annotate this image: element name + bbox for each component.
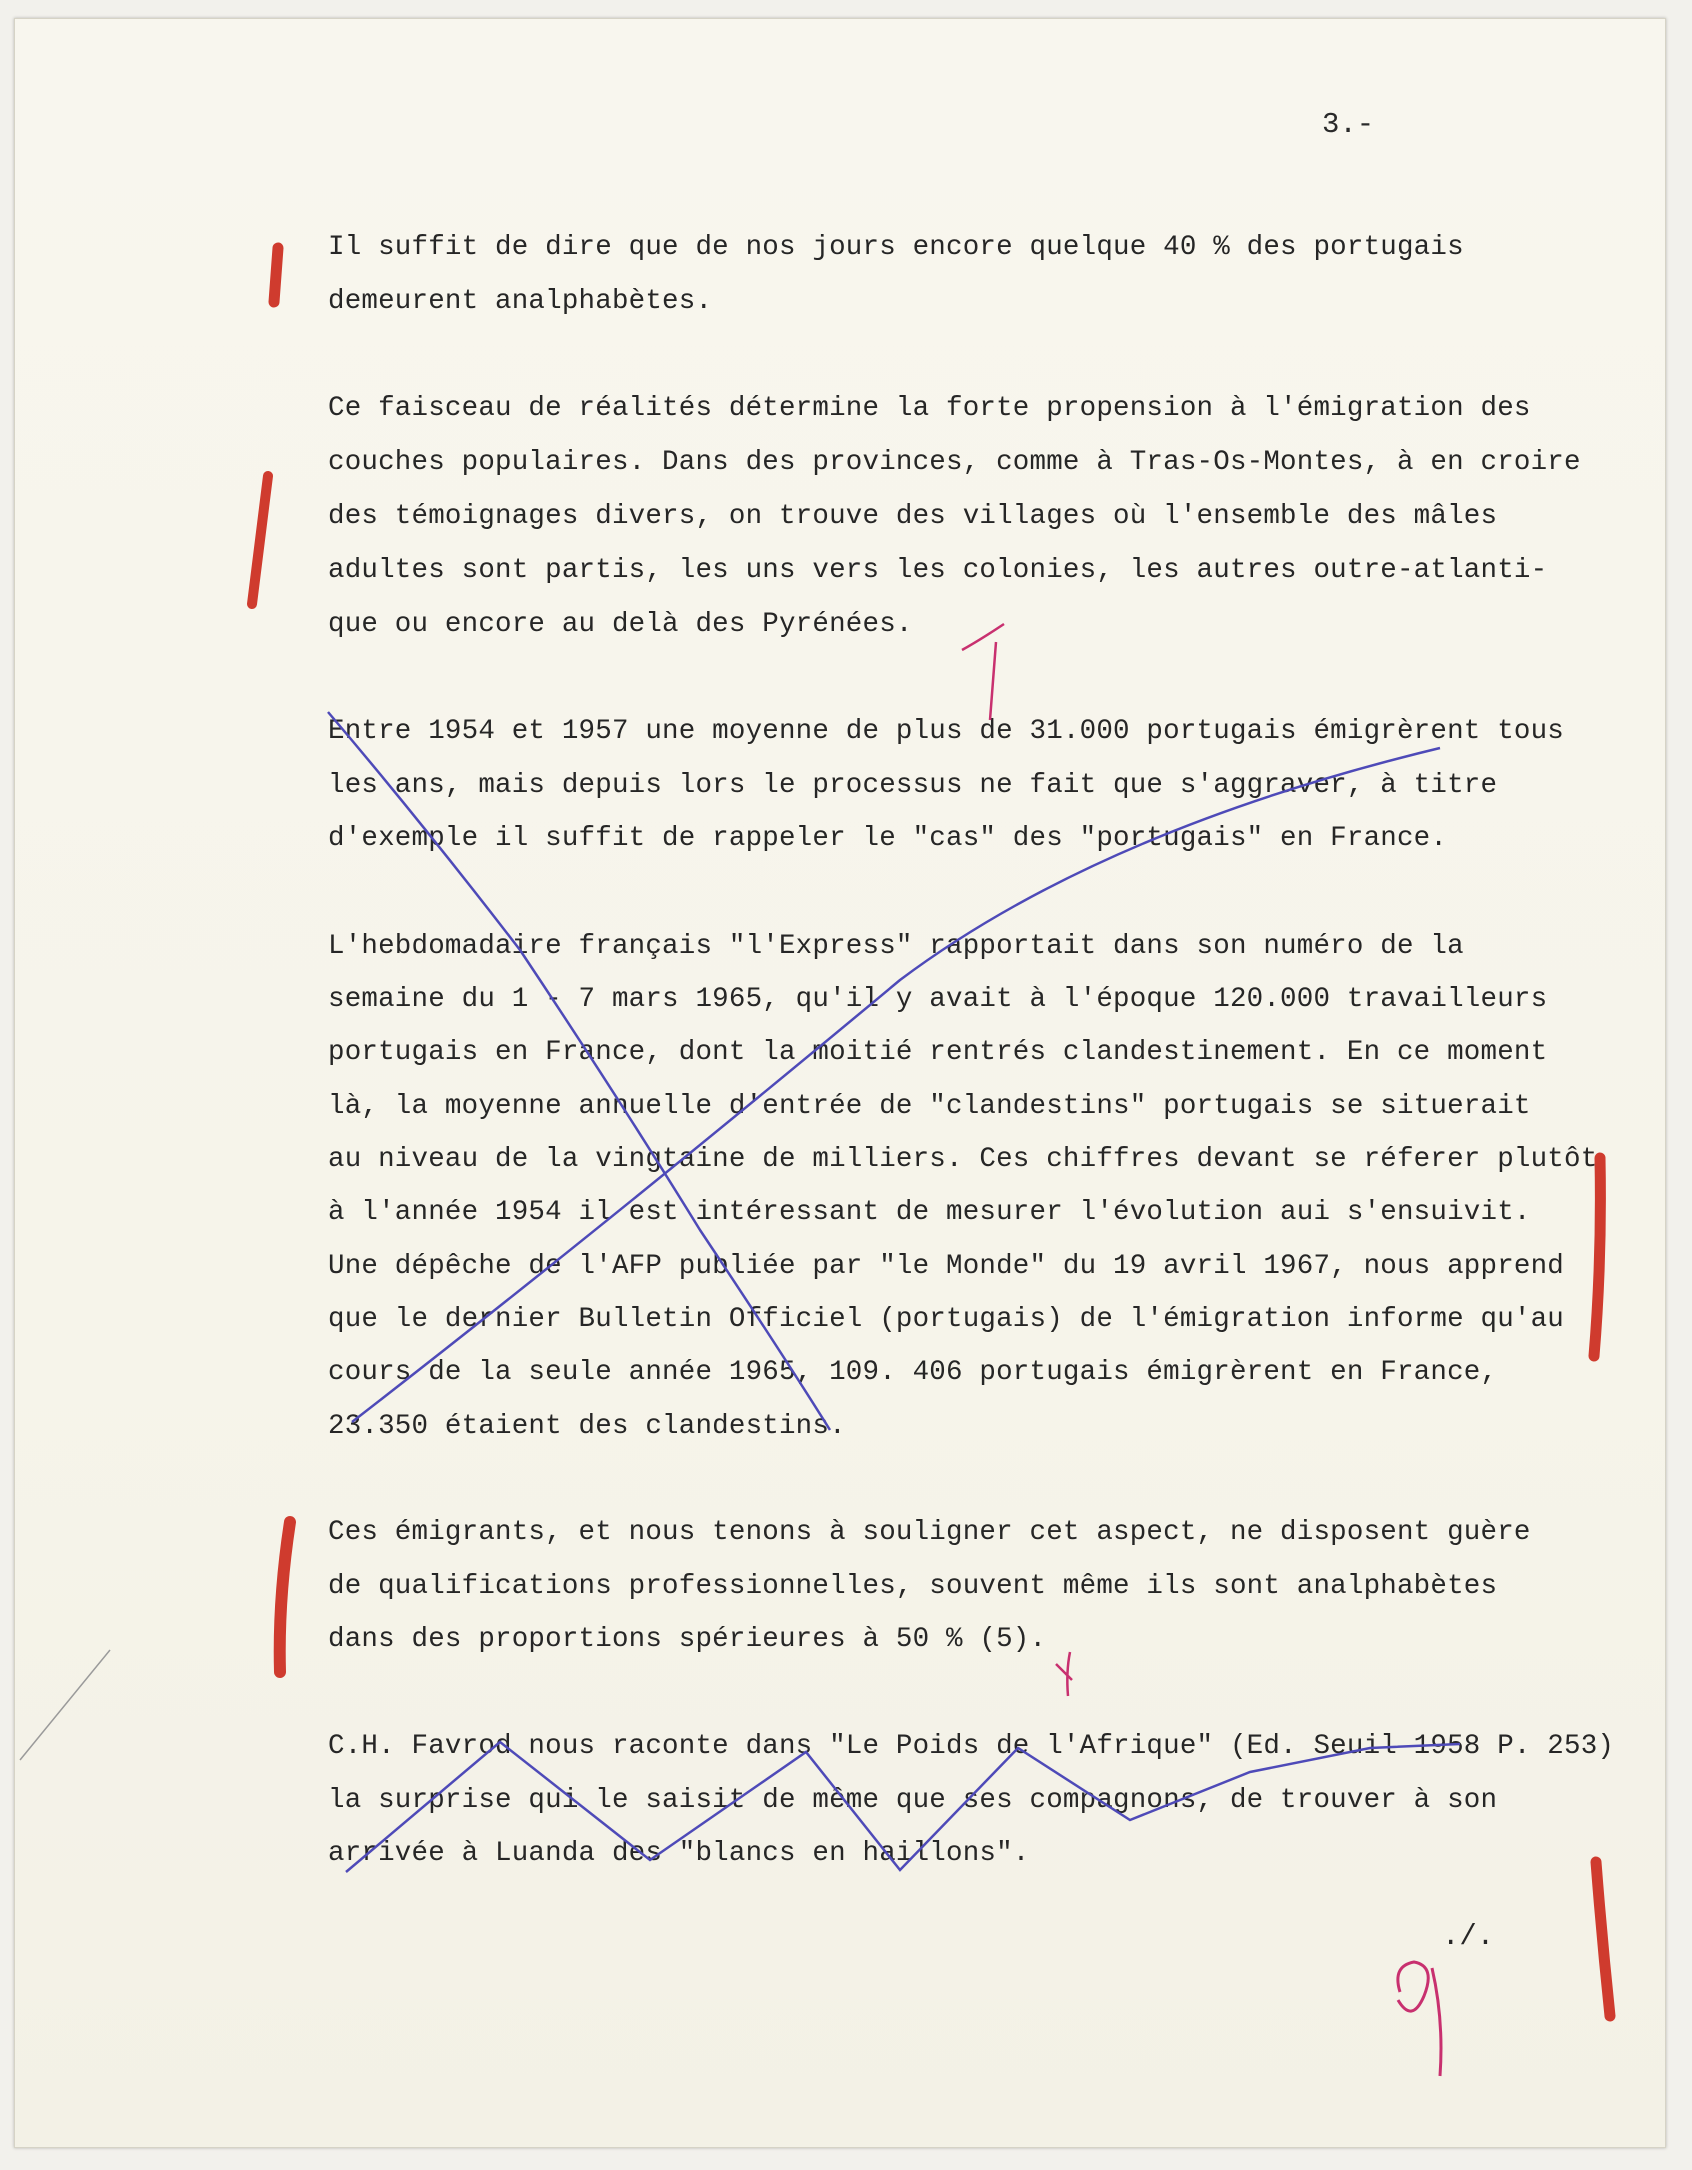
paragraph-6-line-1: C.H. Favrod nous raconte dans "Le Poids de l'Afrique" (Ed. Seuil 1958 P. 253) (328, 1731, 1615, 1762)
paragraph-2-line-1: Ce faisceau de réalités détermine la forte propension à l'émigration des (328, 393, 1531, 424)
paragraph-2-line-2: couches populaires. Dans des provinces, comme à Tras-Os-Montes, à en croire (328, 447, 1581, 478)
paragraph-4-line-4: là, la moyenne annuelle d'entrée de "clandestins" portugais se situerait (328, 1091, 1531, 1122)
page-number: 3.- (1322, 108, 1375, 141)
paragraph-4-line-9: cours de la seule année 1965, 109. 406 portugais émigrèrent en France, (328, 1357, 1498, 1388)
paragraph-4-line-3: portugais en France, dont la moitié rentrés clandestinement. En ce moment (328, 1037, 1548, 1068)
paragraph-4-line-1: L'hebdomadaire français "l'Express" rapportait dans son numéro de la (328, 931, 1464, 962)
paragraph-2-line-4: adultes sont partis, les uns vers les colonies, les autres outre-atlanti- (328, 555, 1548, 586)
continuation-mark: ./. (1442, 1920, 1495, 1953)
paragraph-3-line-3: d'exemple il suffit de rappeler le "cas" des "portugais" en France. (328, 823, 1448, 854)
paragraph-5-line-3: dans des proportions spérieures à 50 % (5). (328, 1624, 1047, 1655)
paragraph-3-line-2: les ans, mais depuis lors le processus ne fait que s'aggraver, à titre (328, 770, 1498, 801)
paragraph-2-line-5: que ou encore au delà des Pyrénées. (328, 609, 913, 640)
paragraph-6-line-3: arrivée à Luanda des "blancs en haillons". (328, 1838, 1030, 1869)
paragraph-2-line-3: des témoignages divers, on trouve des villages où l'ensemble des mâles (328, 501, 1498, 532)
paragraph-1-line-2: demeurent analphabètes. (328, 286, 713, 317)
paragraph-1-line-1: Il suffit de dire que de nos jours encore quelque 40 % des portugais (328, 232, 1464, 263)
paragraph-4-line-6: à l'année 1954 il est intéressant de mesurer l'évolution aui s'ensuivit. (328, 1197, 1531, 1228)
paragraph-4-line-8: que le dernier Bulletin Officiel (portugais) de l'émigration informe qu'au (328, 1304, 1564, 1335)
paragraph-4-line-5: au niveau de la vingtaine de milliers. Ces chiffres devant se réferer plutôt (328, 1144, 1598, 1175)
document-page (14, 18, 1666, 2148)
paragraph-3-line-1: Entre 1954 et 1957 une moyenne de plus de 31.000 portugais émigrèrent tous (328, 716, 1564, 747)
paragraph-6-line-2: la surprise qui le saisit de même que ses compagnons, de trouver à son (328, 1785, 1498, 1816)
paragraph-4-line-10: 23.350 étaient des clandestins. (328, 1411, 846, 1442)
paragraph-5-line-1: Ces émigrants, et nous tenons à souligner cet aspect, ne disposent guère (328, 1517, 1531, 1548)
paragraph-4-line-7: Une dépêche de l'AFP publiée par "le Monde" du 19 avril 1967, nous apprend (328, 1251, 1564, 1282)
paragraph-5-line-2: de qualifications professionnelles, souvent même ils sont analphabètes (328, 1571, 1498, 1602)
paragraph-4-line-2: semaine du 1 - 7 mars 1965, qu'il y avait à l'époque 120.000 travailleurs (328, 984, 1548, 1015)
